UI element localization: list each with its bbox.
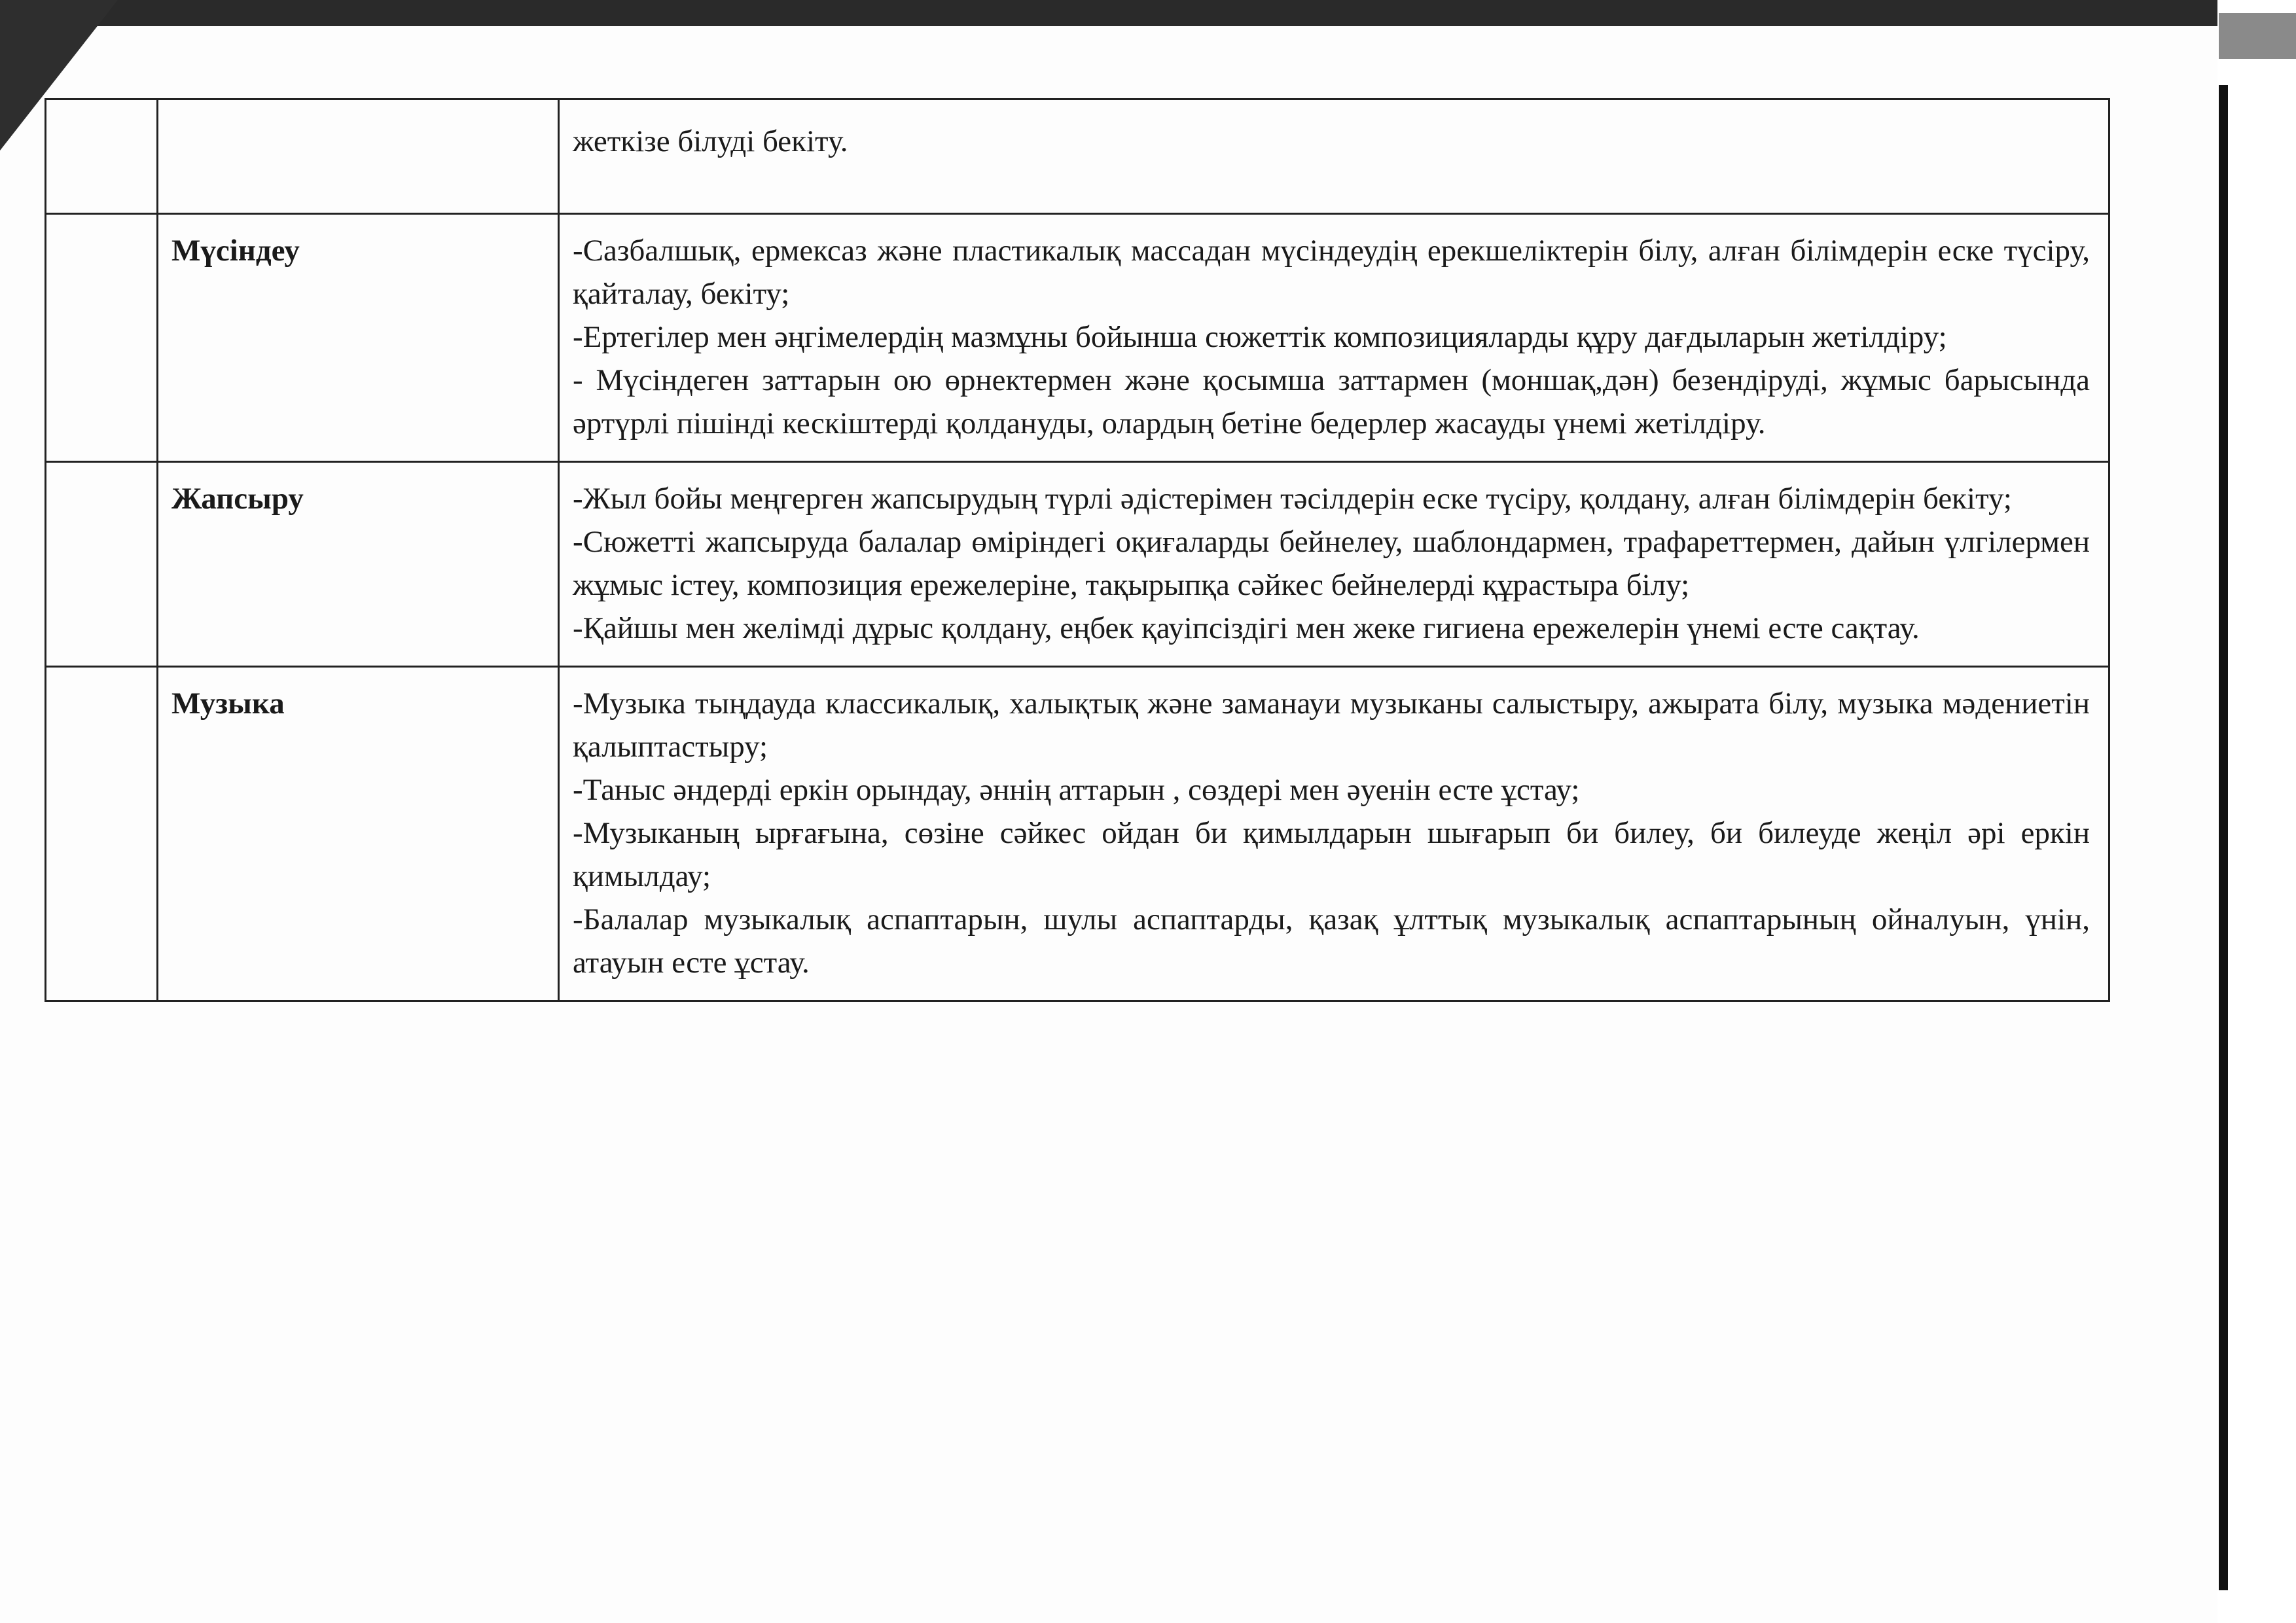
section-cell: Жапсыру	[158, 462, 559, 667]
section-cell: Музыка	[158, 667, 559, 1001]
table-row	[46, 462, 2109, 667]
content-line: -Музыка тыңдауда классикалық, халықтық және заманауи музыканы салыстыру, ажырата білу, музыка мәдениетін қалыптастыру;	[573, 687, 2090, 764]
content-line: - Мүсіндеген заттарын ою өрнектермен және қосымша заттармен (моншақ,дән) безендіруді, жұмыс барысында әртүрлі пішінді кескіштерді қолдануды, олардың бетіне бедерлер жасауды үнемі жетілдіру.	[573, 363, 2090, 440]
section-cell	[158, 99, 559, 214]
number-cell	[46, 99, 158, 214]
table-row	[46, 99, 2109, 214]
content-line: -Сазбалшық, ермексаз және пластикалық массадан мүсіндеудің ерекшеліктерін білу, алған білімдерін еске түсіру, қайталау, бекіту;	[573, 234, 2090, 311]
content-cell	[559, 214, 2109, 462]
content-cell	[559, 667, 2109, 1001]
section-cell: Мүсіндеу	[158, 214, 559, 462]
content-line: -Қайшы мен желімді дұрыс қолдану, еңбек қауіпсіздігі мен жеке гигиена ережелерін үнемі есте сақтау.	[573, 611, 1920, 645]
table-row	[46, 214, 2109, 462]
scan-edge-bar	[2219, 85, 2228, 1590]
content-cell	[559, 462, 2109, 667]
table-row	[46, 667, 2109, 1001]
number-cell	[46, 214, 158, 462]
content-line: -Жыл бойы меңгерген жапсырудың түрлі әдістерімен тәсілдерін еске түсіру, қолдану, алған білімдерін бекіту;	[573, 482, 2012, 516]
number-cell	[46, 462, 158, 667]
content-cell	[559, 99, 2109, 214]
scan-shadow-top	[0, 0, 2296, 26]
content-line: жеткізе білуді бекіту.	[573, 124, 848, 158]
scan-shadow-right	[2219, 13, 2296, 59]
content-line: -Сюжетті жапсыруда балалар өміріндегі оқиғаларды бейнелеу, шаблондармен, трафареттермен, дайын үлгілермен жұмыс істеу, композиция ережелеріне, тақырыпқа сәйкес бейнелерді құрастыра білу;	[573, 525, 2090, 602]
content-line: -Таныс әндерді еркін орындау, әннің аттарын , сөздері мен әуенін есте ұстау;	[573, 773, 1580, 807]
content-line: -Балалар музыкалық аспаптарын, шулы аспаптарды, қазақ ұлттық музыкалық аспаптарының ойналуын, үнін, атауын есте ұстау.	[573, 902, 2090, 980]
content-line: -Музыканың ырғағына, сөзіне сәйкес ойдан би қимылдарын шығарып би билеу, би билеуде жеңіл әрі еркін қимылдау;	[573, 816, 2090, 893]
number-cell	[46, 667, 158, 1001]
scan-margin-right	[2217, 0, 2296, 1623]
content-line: -Ертегілер мен әңгімелердің мазмұны бойынша сюжеттік композицияларды құру дағдыларын жетілдіру;	[573, 320, 1947, 354]
curriculum-table	[45, 98, 2110, 1002]
